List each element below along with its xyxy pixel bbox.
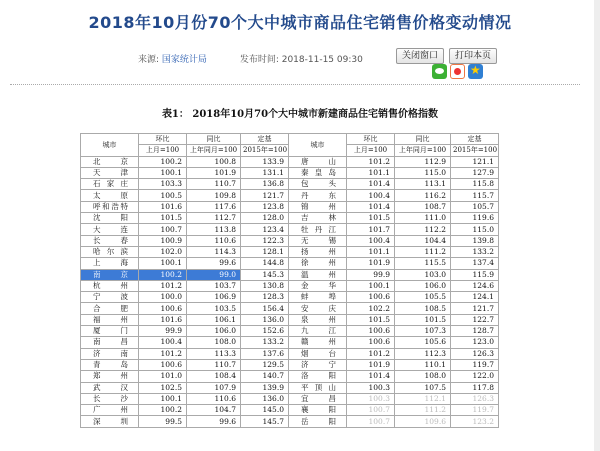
- value-cell: 112.7: [187, 213, 241, 224]
- table-row: [81, 258, 499, 269]
- value-cell: 99.0: [187, 269, 241, 280]
- city-cell: 沈 阳: [81, 213, 139, 224]
- city-cell: 大 连: [81, 224, 139, 235]
- value-cell: 136.0: [241, 393, 289, 404]
- table-row: [81, 292, 499, 303]
- city-cell: 南 昌: [81, 337, 139, 348]
- value-cell: 101.4: [347, 201, 395, 212]
- value-cell: 109.8: [187, 190, 241, 201]
- city-cell: 唐 山: [289, 156, 347, 167]
- city-cell: 吉 林: [289, 213, 347, 224]
- value-cell: 100.1: [139, 167, 187, 178]
- city-cell: 徐 州: [289, 258, 347, 269]
- city-cell: 襄 阳: [289, 405, 347, 416]
- value-cell: 127.9: [451, 167, 499, 178]
- city-cell: 长 春: [81, 235, 139, 246]
- value-cell: 112.9: [395, 156, 451, 167]
- table-row: [81, 179, 499, 190]
- value-cell: 101.4: [347, 371, 395, 382]
- value-cell: 121.7: [451, 303, 499, 314]
- value-cell: 113.1: [395, 179, 451, 190]
- table-row: [81, 280, 499, 291]
- value-cell: 101.7: [347, 224, 395, 235]
- value-cell: 100.5: [139, 190, 187, 201]
- value-cell: 99.5: [139, 416, 187, 427]
- value-cell: 101.2: [347, 348, 395, 359]
- header-yoy-sub-right: 上年同月=100: [395, 145, 451, 156]
- table-row: [81, 326, 499, 337]
- city-cell: 金 华: [289, 280, 347, 291]
- table-row: [81, 235, 499, 246]
- value-cell: 100.1: [347, 280, 395, 291]
- value-cell: 101.5: [347, 213, 395, 224]
- value-cell: 101.5: [347, 314, 395, 325]
- header-base-sub-right: 2015年=100: [451, 145, 499, 156]
- value-cell: 103.7: [187, 280, 241, 291]
- header-yoy-sub: 上年同月=100: [187, 145, 241, 156]
- value-cell: 102.2: [347, 303, 395, 314]
- weibo-icon[interactable]: [450, 64, 465, 79]
- close-window-button[interactable]: 关闭窗口: [396, 48, 444, 64]
- value-cell: 130.8: [241, 280, 289, 291]
- value-cell: 106.0: [187, 326, 241, 337]
- city-cell: 太 原: [81, 190, 139, 201]
- city-cell: 济 南: [81, 348, 139, 359]
- value-cell: 100.6: [139, 303, 187, 314]
- value-cell: 106.9: [187, 292, 241, 303]
- value-cell: 112.2: [395, 224, 451, 235]
- value-cell: 100.2: [139, 269, 187, 280]
- value-cell: 108.0: [395, 371, 451, 382]
- meta-line: [138, 52, 363, 65]
- table-row: [81, 348, 499, 359]
- value-cell: 104.4: [395, 235, 451, 246]
- value-cell: 100.6: [347, 292, 395, 303]
- city-cell: 烟 台: [289, 348, 347, 359]
- value-cell: 123.4: [241, 224, 289, 235]
- value-cell: 115.7: [451, 190, 499, 201]
- value-cell: 114.3: [187, 246, 241, 257]
- value-cell: 117.6: [187, 201, 241, 212]
- city-cell: 青 岛: [81, 359, 139, 370]
- city-cell: 南 京: [81, 269, 139, 280]
- city-cell: 杭 州: [81, 280, 139, 291]
- date-value: 2018-11-15 09:30: [281, 55, 363, 65]
- value-cell: 156.4: [241, 303, 289, 314]
- city-cell: 哈尔滨: [81, 246, 139, 257]
- value-cell: 100.4: [139, 337, 187, 348]
- price-index-table: [80, 133, 499, 428]
- value-cell: 115.9: [451, 269, 499, 280]
- header-base: 定基: [241, 134, 289, 145]
- city-cell: 呼和浩特: [81, 201, 139, 212]
- table-row: [81, 359, 499, 370]
- city-cell: 九 江: [289, 326, 347, 337]
- city-cell: 无 锡: [289, 235, 347, 246]
- value-cell: 101.1: [347, 167, 395, 178]
- city-cell: 上 海: [81, 258, 139, 269]
- value-cell: 103.3: [139, 179, 187, 190]
- value-cell: 110.1: [395, 359, 451, 370]
- value-cell: 123.0: [451, 337, 499, 348]
- city-cell: 长 沙: [81, 393, 139, 404]
- value-cell: 139.8: [451, 235, 499, 246]
- city-cell: 丹 东: [289, 190, 347, 201]
- value-cell: 145.7: [241, 416, 289, 427]
- value-cell: 99.9: [347, 269, 395, 280]
- city-cell: 广 州: [81, 405, 139, 416]
- table-row: [81, 393, 499, 404]
- value-cell: 115.0: [451, 224, 499, 235]
- value-cell: 100.7: [347, 405, 395, 416]
- city-cell: 深 圳: [81, 416, 139, 427]
- header-yoy: 同比: [187, 134, 241, 145]
- header-city-right: 城市: [289, 134, 347, 157]
- value-cell: 100.6: [139, 359, 187, 370]
- header-mom-sub: 上月=100: [139, 145, 187, 156]
- city-cell: 赣 州: [289, 337, 347, 348]
- city-cell: 天 津: [81, 167, 139, 178]
- value-cell: 100.2: [139, 405, 187, 416]
- value-cell: 107.5: [395, 382, 451, 393]
- value-cell: 110.6: [187, 393, 241, 404]
- value-cell: 108.5: [395, 303, 451, 314]
- value-cell: 100.9: [139, 235, 187, 246]
- value-cell: 133.9: [241, 156, 289, 167]
- value-cell: 99.6: [187, 416, 241, 427]
- value-cell: 101.2: [347, 156, 395, 167]
- table-row: [81, 190, 499, 201]
- value-cell: 100.1: [139, 393, 187, 404]
- page-title: 2018年10月份70个大中城市商品住宅销售价格变动情况: [88, 13, 512, 32]
- value-cell: 152.6: [241, 326, 289, 337]
- city-cell: 岳 阳: [289, 416, 347, 427]
- value-cell: 109.6: [395, 416, 451, 427]
- value-cell: 100.4: [347, 235, 395, 246]
- city-cell: 扬 州: [289, 246, 347, 257]
- value-cell: 113.8: [187, 224, 241, 235]
- value-cell: 106.0: [395, 280, 451, 291]
- value-cell: 103.0: [395, 269, 451, 280]
- value-cell: 111.2: [395, 246, 451, 257]
- value-cell: 115.5: [395, 258, 451, 269]
- city-cell: 济 宁: [289, 359, 347, 370]
- value-cell: 102.5: [139, 382, 187, 393]
- value-cell: 112.3: [395, 348, 451, 359]
- value-cell: 102.0: [139, 246, 187, 257]
- value-cell: 122.3: [241, 235, 289, 246]
- value-cell: 113.3: [187, 348, 241, 359]
- table-title: 表1： 2018年10月70个大中城市新建商品住宅销售价格指数: [161, 109, 439, 120]
- value-cell: 119.6: [451, 213, 499, 224]
- table-row: [81, 337, 499, 348]
- city-cell: 石家庄: [81, 179, 139, 190]
- value-cell: 128.7: [451, 326, 499, 337]
- city-cell: 锦 州: [289, 201, 347, 212]
- city-cell: 牡丹江: [289, 224, 347, 235]
- share-bar: [432, 64, 483, 79]
- table-row: [81, 167, 499, 178]
- source-value: 国家统计局: [161, 55, 207, 65]
- value-cell: 99.6: [187, 258, 241, 269]
- value-cell: 119.7: [451, 359, 499, 370]
- value-cell: 115.0: [395, 167, 451, 178]
- value-cell: 117.8: [451, 382, 499, 393]
- value-cell: 137.4: [451, 258, 499, 269]
- value-cell: 110.6: [187, 235, 241, 246]
- city-cell: 安 庆: [289, 303, 347, 314]
- table-row: [81, 224, 499, 235]
- city-cell: 合 肥: [81, 303, 139, 314]
- city-cell: 洛 阳: [289, 371, 347, 382]
- value-cell: 129.5: [241, 359, 289, 370]
- value-cell: 128.3: [241, 292, 289, 303]
- value-cell: 100.1: [139, 258, 187, 269]
- header-mom-sub-right: 上月=100: [347, 145, 395, 156]
- value-cell: 101.6: [139, 201, 187, 212]
- value-cell: 101.1: [347, 246, 395, 257]
- value-cell: 101.6: [139, 314, 187, 325]
- value-cell: 139.9: [241, 382, 289, 393]
- city-cell: 厦 门: [81, 326, 139, 337]
- value-cell: 124.6: [451, 280, 499, 291]
- value-cell: 101.2: [139, 280, 187, 291]
- header-mom: 环比: [139, 134, 187, 145]
- value-cell: 145.0: [241, 405, 289, 416]
- value-cell: 101.9: [347, 359, 395, 370]
- value-cell: 100.6: [347, 326, 395, 337]
- value-cell: 100.8: [187, 156, 241, 167]
- header-mom-right: 环比: [347, 134, 395, 145]
- city-cell: 宜 昌: [289, 393, 347, 404]
- city-cell: 福 州: [81, 314, 139, 325]
- header-base-right: 定基: [451, 134, 499, 145]
- print-page-button[interactable]: 打印本页: [449, 48, 497, 64]
- value-cell: 111.0: [395, 213, 451, 224]
- value-cell: 100.7: [347, 416, 395, 427]
- value-cell: 133.2: [241, 337, 289, 348]
- value-cell: 103.5: [187, 303, 241, 314]
- value-cell: 128.0: [241, 213, 289, 224]
- value-cell: 119.7: [451, 405, 499, 416]
- value-cell: 116.2: [395, 190, 451, 201]
- table-row: [81, 303, 499, 314]
- value-cell: 104.7: [187, 405, 241, 416]
- value-cell: 101.5: [139, 213, 187, 224]
- value-cell: 110.7: [187, 179, 241, 190]
- value-cell: 108.4: [187, 371, 241, 382]
- value-cell: 136.0: [241, 314, 289, 325]
- city-cell: 温 州: [289, 269, 347, 280]
- value-cell: 128.1: [241, 246, 289, 257]
- value-cell: 123.8: [241, 201, 289, 212]
- city-cell: 包 头: [289, 179, 347, 190]
- value-cell: 136.8: [241, 179, 289, 190]
- table-row: [81, 382, 499, 393]
- value-cell: 105.6: [395, 337, 451, 348]
- value-cell: 100.4: [347, 190, 395, 201]
- header-yoy-right: 同比: [395, 134, 451, 145]
- value-cell: 123.2: [451, 416, 499, 427]
- table-row: [81, 405, 499, 416]
- table-row: [81, 416, 499, 427]
- table-row: [81, 156, 499, 167]
- value-cell: 110.7: [187, 359, 241, 370]
- value-cell: 107.3: [395, 326, 451, 337]
- value-cell: 101.0: [139, 371, 187, 382]
- value-cell: 101.9: [187, 167, 241, 178]
- city-cell: 北 京: [81, 156, 139, 167]
- value-cell: 126.3: [451, 348, 499, 359]
- value-cell: 137.6: [241, 348, 289, 359]
- value-cell: 100.6: [347, 337, 395, 348]
- city-cell: 郑 州: [81, 371, 139, 382]
- value-cell: 101.2: [139, 348, 187, 359]
- value-cell: 126.3: [451, 393, 499, 404]
- city-cell: 泉 州: [289, 314, 347, 325]
- city-cell: 武 汉: [81, 382, 139, 393]
- value-cell: 101.4: [347, 179, 395, 190]
- value-cell: 100.3: [347, 382, 395, 393]
- table-row: [81, 371, 499, 382]
- value-cell: 100.2: [139, 156, 187, 167]
- table-row: [81, 213, 499, 224]
- value-cell: 112.1: [395, 393, 451, 404]
- value-cell: 131.1: [241, 167, 289, 178]
- city-cell: 平顶山: [289, 382, 347, 393]
- value-cell: 145.3: [241, 269, 289, 280]
- value-cell: 111.2: [395, 405, 451, 416]
- value-cell: 133.2: [451, 246, 499, 257]
- value-cell: 100.7: [139, 224, 187, 235]
- value-cell: 107.9: [187, 382, 241, 393]
- value-cell: 105.7: [451, 201, 499, 212]
- value-cell: 140.7: [241, 371, 289, 382]
- value-cell: 144.8: [241, 258, 289, 269]
- value-cell: 121.1: [451, 156, 499, 167]
- value-cell: 108.0: [187, 337, 241, 348]
- value-cell: 122.0: [451, 371, 499, 382]
- value-cell: 115.8: [451, 179, 499, 190]
- date-label: 发布时间:: [239, 55, 279, 65]
- table-row: [81, 314, 499, 325]
- value-cell: 124.1: [451, 292, 499, 303]
- value-cell: 99.9: [139, 326, 187, 337]
- wechat-icon[interactable]: [432, 64, 447, 79]
- table-row: [81, 269, 499, 280]
- value-cell: 100.3: [347, 393, 395, 404]
- divider: [10, 84, 580, 85]
- value-cell: 122.7: [451, 314, 499, 325]
- header-city: 城市: [81, 134, 139, 157]
- favorite-star-icon[interactable]: [468, 64, 483, 79]
- city-cell: 宁 波: [81, 292, 139, 303]
- city-cell: 蚌 埠: [289, 292, 347, 303]
- table-row: [81, 246, 499, 257]
- source-label: 来源:: [138, 55, 160, 65]
- value-cell: 100.0: [139, 292, 187, 303]
- value-cell: 105.5: [395, 292, 451, 303]
- value-cell: 101.9: [347, 258, 395, 269]
- value-cell: 108.7: [395, 201, 451, 212]
- table-row: [81, 201, 499, 212]
- scrollbar[interactable]: [594, 0, 600, 451]
- value-cell: 106.1: [187, 314, 241, 325]
- value-cell: 101.5: [395, 314, 451, 325]
- header-base-sub: 2015年=100: [241, 145, 289, 156]
- value-cell: 121.7: [241, 190, 289, 201]
- city-cell: 秦皇岛: [289, 167, 347, 178]
